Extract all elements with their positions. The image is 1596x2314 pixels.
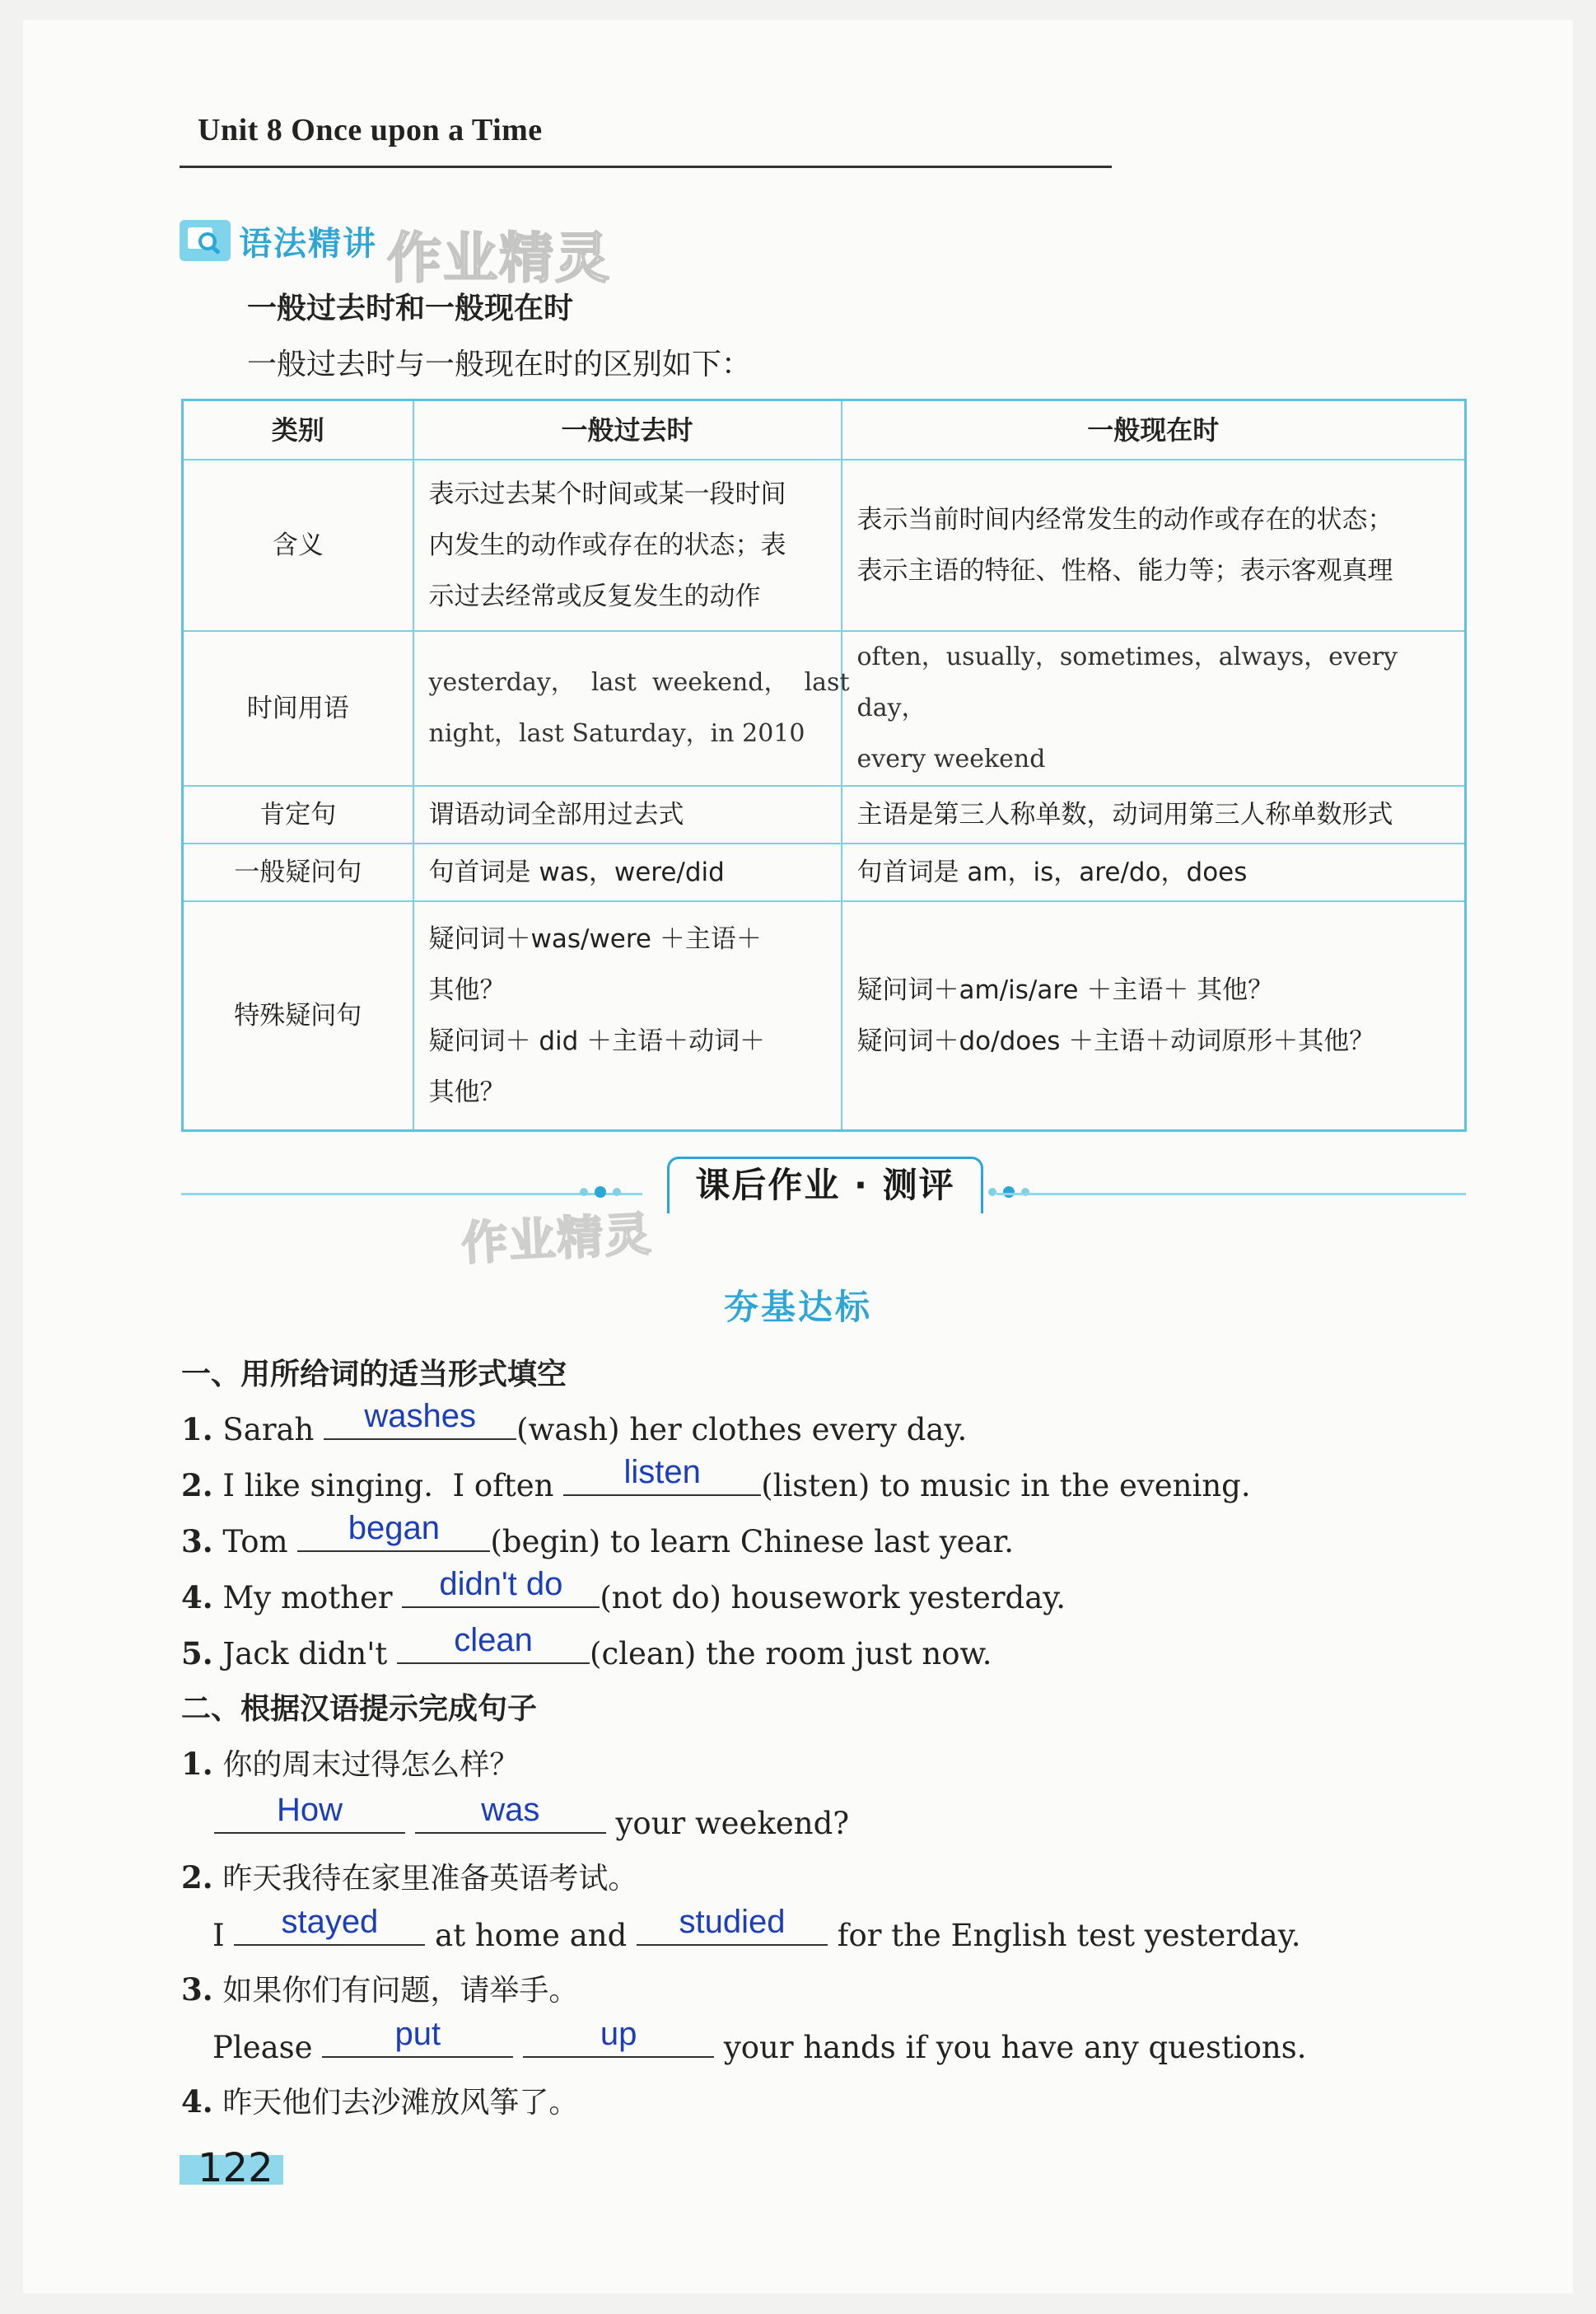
cell-line: 内发生的动作或存在的状态；表 (428, 531, 786, 560)
part2-title: 二、根据汉语提示完成句子 (181, 1692, 538, 1726)
present-cell: 主语是第三人称单数，动词用第三人称单数形式 (842, 786, 1466, 844)
question-text: (clean) the room just now. (590, 1636, 992, 1671)
translation-3-answer (212, 2016, 1307, 2065)
cell-line: 疑问词＋am/is/are ＋主语＋ 其他？ (856, 975, 1274, 1005)
chinese-prompt: 昨天我待在家里准备英语考试。 (222, 1862, 638, 1896)
answer-text: was (481, 1792, 540, 1828)
answer-text: up (600, 2016, 637, 2052)
answer-text: How (276, 1792, 343, 1828)
answer-text: put (394, 2016, 441, 2052)
present-cell (842, 901, 1466, 1130)
cell-line: 其他？ (428, 1077, 506, 1107)
table-row (183, 631, 1466, 786)
table-header-row (183, 400, 1466, 460)
grammar-intro: 一般过去时与一般现在时的区别如下： (247, 348, 752, 381)
question-2 (181, 1454, 1251, 1503)
column-header: 一般现在时 (842, 400, 1466, 460)
header-rule (180, 166, 1112, 168)
question-number: 3. (181, 1523, 213, 1559)
watermark: 作业精灵 (460, 1207, 654, 1272)
question-number: 2. (181, 1467, 213, 1503)
table-row (183, 844, 1466, 901)
grammar-section-tag (180, 217, 402, 264)
answer-text: clean (454, 1622, 533, 1658)
question-text: My mother (222, 1580, 403, 1615)
past-cell (413, 901, 842, 1130)
question-number: 2. (181, 1859, 213, 1896)
question-text: (not do) housework yesterday. (600, 1580, 1066, 1615)
question-number: 4. (181, 1579, 213, 1615)
column-header: 一般过去时 (413, 400, 842, 460)
question-4 (181, 1566, 1066, 1615)
homework-banner-label: 课后作业 · 测评 (695, 1165, 955, 1205)
chinese-prompt: 你的周末过得怎么样？ (222, 1748, 520, 1782)
question-5 (181, 1622, 992, 1671)
cell-line: 其他？ (428, 975, 506, 1005)
question-text: for the English test yesterday. (828, 1918, 1301, 1953)
present-cell (842, 460, 1466, 631)
question-text: Sarah (222, 1412, 324, 1447)
banner-line-left (181, 1193, 642, 1195)
column-header: 类别 (183, 400, 413, 460)
category-cell: 时间用语 (183, 631, 413, 786)
part1-title: 一、用所给词的适当形式填空 (181, 1358, 567, 1391)
question-number: 4. (181, 2083, 213, 2120)
answer-blank[interactable] (523, 2016, 714, 2058)
section-subtitle: 夯基达标 (723, 1287, 872, 1327)
answer-text: studied (679, 1904, 786, 1940)
translation-1-prompt (181, 1741, 519, 1783)
category-cell: 特殊疑问句 (183, 901, 413, 1130)
cell-line: every weekend (856, 745, 1046, 774)
answer-text: stayed (281, 1904, 379, 1940)
question-number: 1. (181, 1411, 213, 1447)
table-row (183, 786, 1466, 844)
cell-line: 表示过去某个时间或某一段时间 (428, 479, 786, 509)
past-cell: 谓语动词全部用过去式 (413, 786, 842, 844)
cell-line: 表示主语的特征、性格、能力等；表示客观真理 (856, 556, 1393, 586)
cell-line: often，usually，sometimes，always，every day， (856, 643, 1398, 722)
answer-blank[interactable] (324, 1398, 516, 1440)
present-cell: 句首词是 am，is，are/do，does (842, 844, 1466, 901)
watermark: 作业精灵 (387, 227, 611, 290)
question-text: I like singing. I often (222, 1468, 564, 1503)
question-text: your hands if you have any questions. (714, 2030, 1307, 2065)
cell-line: 示过去经常或反复发生的动作 (428, 582, 761, 611)
question-1 (181, 1398, 968, 1447)
question-number: 1. (181, 1746, 213, 1782)
question-text: Tom (222, 1524, 298, 1559)
past-cell (413, 460, 842, 631)
answer-blank[interactable] (637, 1904, 828, 1946)
cell-line: 表示当前时间内经常发生的动作或存在的状态； (856, 505, 1393, 535)
translation-4-prompt (181, 2079, 578, 2121)
cell-line: yesterday， last weekend， last (428, 668, 850, 697)
question-number: 5. (181, 1635, 213, 1671)
question-text: I (212, 1918, 235, 1953)
answer-text: didn't do (439, 1566, 563, 1602)
chinese-prompt: 如果你们有问题，请举手。 (222, 1974, 579, 2008)
category-cell: 肯定句 (183, 786, 413, 844)
question-text: (wash) her clothes every day. (516, 1412, 968, 1447)
translation-1-answer (214, 1792, 850, 1841)
answer-text: began (348, 1510, 440, 1546)
cell-line: 疑问词＋do/does ＋主语＋动词原形＋其他？ (856, 1026, 1375, 1056)
question-text: at home and (425, 1918, 637, 1953)
question-text: Please (212, 2030, 323, 2065)
grammar-tag-label: 语法精讲 (239, 224, 377, 263)
table-row (183, 460, 1466, 631)
question-number: 3. (181, 1971, 213, 2008)
chinese-prompt: 昨天他们去沙滩放风筝了。 (222, 2086, 579, 2120)
unit-title: Unit 8 Once upon a Time (198, 113, 543, 147)
category-cell: 含义 (183, 460, 413, 631)
answer-text: washes (364, 1398, 476, 1434)
cell-line: night，last Saturday，in 2010 (428, 719, 805, 748)
past-cell (413, 631, 850, 786)
question-text: (listen) to music in the evening. (761, 1468, 1251, 1503)
grammar-table (181, 399, 1467, 1132)
cell-line: 疑问词＋was/were ＋主语＋ (428, 923, 762, 954)
grammar-heading: 一般过去时和一般现在时 (247, 292, 574, 325)
answer-blank[interactable] (563, 1454, 761, 1496)
table-row (183, 901, 1466, 1130)
answer-blank[interactable] (415, 1792, 606, 1834)
past-cell: 句首词是 was，were/did (413, 844, 842, 901)
answer-blank[interactable] (402, 1566, 600, 1608)
cell-line: 疑问词＋ did ＋主语＋动词＋ (428, 1026, 766, 1056)
present-cell (842, 631, 1466, 786)
answer-blank[interactable] (214, 1792, 405, 1834)
answer-blank[interactable] (397, 1622, 590, 1664)
homework-banner (667, 1157, 983, 1213)
answer-text: listen (623, 1454, 701, 1490)
magnifier-icon (180, 220, 231, 261)
answer-blank[interactable] (234, 1904, 425, 1946)
banner-line-right (996, 1193, 1466, 1195)
answer-blank[interactable] (322, 2016, 513, 2058)
translation-2-prompt (181, 1855, 637, 1897)
question-3 (181, 1510, 1014, 1559)
page-number: 122 (198, 2145, 273, 2191)
category-cell: 一般疑问句 (183, 844, 413, 901)
translation-2-answer (212, 1904, 1301, 1953)
question-text: Jack didn't (222, 1636, 398, 1671)
question-text: your weekend? (605, 1806, 850, 1841)
translation-3-prompt (181, 1967, 578, 2009)
question-text: (begin) to learn Chinese last year. (490, 1524, 1014, 1559)
answer-blank[interactable] (297, 1510, 490, 1552)
